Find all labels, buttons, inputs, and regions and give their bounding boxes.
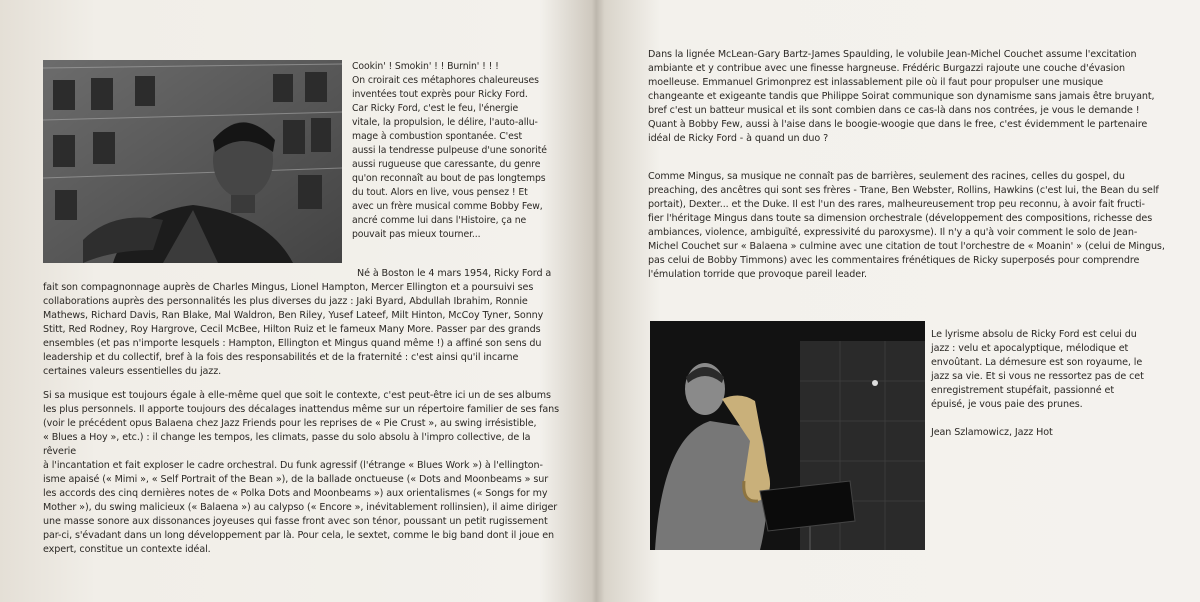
musicians-line: idéal de Ricky Ford - à quand un duo ? bbox=[648, 133, 829, 144]
press-quote bbox=[931, 328, 1171, 440]
intro-line: On croirait ces métaphores chaleureuses bbox=[352, 75, 539, 86]
quote-line: envoûtant. La démesure est son royaume, le bbox=[931, 357, 1143, 368]
bio-line: certaines valeurs essentielles du jazz. bbox=[43, 366, 222, 377]
album-line: les plus personnels. Il apporte toujours des décalages inattendus même sur un répertoire familier de ses fans bbox=[43, 404, 560, 415]
album-paragraph bbox=[43, 389, 563, 557]
quote-line: épuisé, je vous paie des prunes. bbox=[931, 399, 1083, 410]
intro-line: qu'on reconnaît au bout de pas longtemps bbox=[352, 173, 546, 184]
intro-line: du tout. Alors en live, vous pensez ! Et bbox=[352, 187, 528, 198]
musicians-line: changeante et exigeante tandis que Philippe Soirat communique son dynamisme sans jamais être bruyant, bbox=[648, 91, 1155, 102]
album-line: Si sa musique est toujours égale à elle-même quel que soit le contexte, c'est peut-être ici un de ses albums bbox=[43, 390, 551, 401]
bio-line: ensembles (et pas n'importe lesquels : Hampton, Ellington et Mingus quand même !) a affiné son sens du bbox=[43, 338, 542, 349]
intro-line: aussi rugueuse que caressante, du genre bbox=[352, 159, 541, 170]
intro-line: Car Ricky Ford, c'est le feu, l'énergie bbox=[352, 103, 519, 114]
album-line: par-ci, s'évadant dans un long développement par là. Pour cela, le sextet, comme le big band dont il joue en bbox=[43, 530, 554, 541]
album-line: à l'incantation et fait exploser le cadre orchestral. Du funk agressif (l'étrange « Blues Work ») à l'ellington- bbox=[43, 460, 543, 471]
album-line: isme apaisé (« Mimi », « Self Portrait of the Bean »), de la ballade onctueuse (« Dots and Moonbeams » sur bbox=[43, 474, 549, 485]
intro-line: avec un frère musical comme Bobby Few, bbox=[352, 201, 543, 212]
bio-first-line: Né à Boston le 4 mars 1954, Ricky Ford a bbox=[357, 268, 552, 279]
album-line: (voir le précédent opus Balaena chez Jazz Friends pour les reprises de « Pie Crust », au swing irrésistible, bbox=[43, 418, 537, 429]
intro-line: ancré comme lui dans l'Histoire, ça ne bbox=[352, 215, 527, 226]
musicians-line: Quant à Bobby Few, aussi à l'aise dans le boogie-woogie que dans le free, c'est évidemment le partenaire bbox=[648, 119, 1148, 130]
quote-line: enregistrement stupéfait, passionné et bbox=[931, 385, 1115, 396]
saxophone-photo bbox=[650, 321, 925, 550]
intro-line: mage à combustion spontanée. C'est bbox=[352, 131, 523, 142]
mingus-line: Comme Mingus, sa musique ne connaît pas de barrières, seulement des racines, celles du gospel, du bbox=[648, 171, 1125, 182]
quote-line: Le lyrisme absolu de Ricky Ford est celui du bbox=[931, 329, 1137, 340]
musicians-paragraph bbox=[648, 48, 1188, 146]
intro-line: aussi la tendresse pulpeuse d'une sonorité bbox=[352, 145, 547, 156]
intro-line: pouvait pas mieux tourner... bbox=[352, 229, 481, 240]
mingus-line: ambiances, violence, ambiguïté, expressivité du paroxysme). Il n'y a qu'à voir comment le solo de Jean- bbox=[648, 227, 1138, 238]
quote-line: jazz sa vie. Et si vous ne ressortez pas de cet bbox=[931, 371, 1144, 382]
quote-line: jazz : velu et apocalyptique, mélodique et bbox=[931, 343, 1129, 354]
bio-line: collaborations auprès des personnalités les plus diverses du jazz : Jaki Byard, Abdullah Ibrahim, Ronnie bbox=[43, 296, 528, 307]
album-line: « Blues a Hoy », etc.) : il change les tempos, les climats, passe du solo absolu à l'impro collective, de la rêverie bbox=[43, 432, 531, 457]
bio-line: Stitt, Red Rodney, Roy Hargrove, Cecil McBee, Hilton Ruiz et le fameux Many More. Passer par des grands bbox=[43, 324, 541, 335]
left-page bbox=[0, 0, 592, 602]
biography-paragraph bbox=[43, 267, 563, 379]
portrait-photo bbox=[43, 60, 342, 263]
intro-line: inventées tout exprès pour Ricky Ford. bbox=[352, 89, 528, 100]
quote-attribution: Jean Szlamowicz, Jazz Hot bbox=[931, 427, 1053, 438]
album-line: les accords des cinq dernières notes de « Polka Dots and Moonbeams ») aux orientalismes (« Songs for my bbox=[43, 488, 548, 499]
intro-line: vitale, la propulsion, le délire, l'auto-allu- bbox=[352, 117, 538, 128]
mingus-paragraph bbox=[648, 170, 1188, 282]
musicians-line: bref c'est un batteur musical et ils sont combien dans ce cas-là dans nos contrées, je vous le demande ! bbox=[648, 105, 1140, 116]
bio-line: Mathews, Richard Davis, Ran Blake, Mal Waldron, Ben Riley, Yusef Lateef, Milt Hinton, McCoy Tyner, Sonny bbox=[43, 310, 544, 321]
intro-line: Cookin' ! Smokin' ! ! Burnin' ! ! ! bbox=[352, 61, 499, 72]
right-page bbox=[592, 0, 1200, 602]
saxophone-photo-art bbox=[650, 321, 925, 550]
musicians-line: moelleuse. Emmanuel Grimonprez est inlassablement pile où il faut pour propulser une musique bbox=[648, 77, 1104, 88]
mingus-line: pas celui de Bobby Timmons) avec les commentaires frénétiques de Ricky superposés pour comprendre bbox=[648, 255, 1140, 266]
musicians-line: Dans la lignée McLean-Gary Bartz-James Spaulding, le volubile Jean-Michel Couchet assume l'excitation bbox=[648, 49, 1137, 60]
portrait-photo-art bbox=[43, 60, 342, 263]
bio-line: fait son compagnonnage auprès de Charles Mingus, Lionel Hampton, Mercer Ellington et a poursuivi ses bbox=[43, 282, 534, 293]
intro-column bbox=[352, 60, 552, 242]
album-line: Mother »), du swing malicieux (« Balaena ») au calypso (« Encore », inévitablement rollinsien), il aime diriger bbox=[43, 502, 558, 513]
mingus-line: portait), Dexter... et the Duke. Il est l'un des rares, malheureusement trop peu reconnu, à avoir fait fructi- bbox=[648, 199, 1145, 210]
mingus-line: fier l'héritage Mingus dans toute sa dimension orchestrale (développement des compositions, richesse des bbox=[648, 213, 1153, 224]
musicians-line: ambiante et y contribue avec une finesse hargneuse. Frédéric Burgazzi rajoute une couche d'évasion bbox=[648, 63, 1125, 74]
mingus-line: l'émulation torride que provoque pareil leader. bbox=[648, 269, 867, 280]
album-line: expert, constitue un contexte idéal. bbox=[43, 544, 211, 555]
mingus-line: preaching, des ancêtres qui sont ses frères - Trane, Ben Webster, Rollins, Hawkins (c'est lui, the Bean du self bbox=[648, 185, 1159, 196]
bio-line: leadership et du collectif, bref à la fois des responsabilités et de la fraternité : c'est ainsi qu'il incarne bbox=[43, 352, 519, 363]
mingus-line: Michel Couchet sur « Balaena » culmine avec une citation de tout l'orchestre de « Moanin' » (celui de Mingus, bbox=[648, 241, 1165, 252]
album-line: une masse sonore aux dissonances joyeuses qui fasse front avec son ténor, poussant un petit rugissement bbox=[43, 516, 548, 527]
